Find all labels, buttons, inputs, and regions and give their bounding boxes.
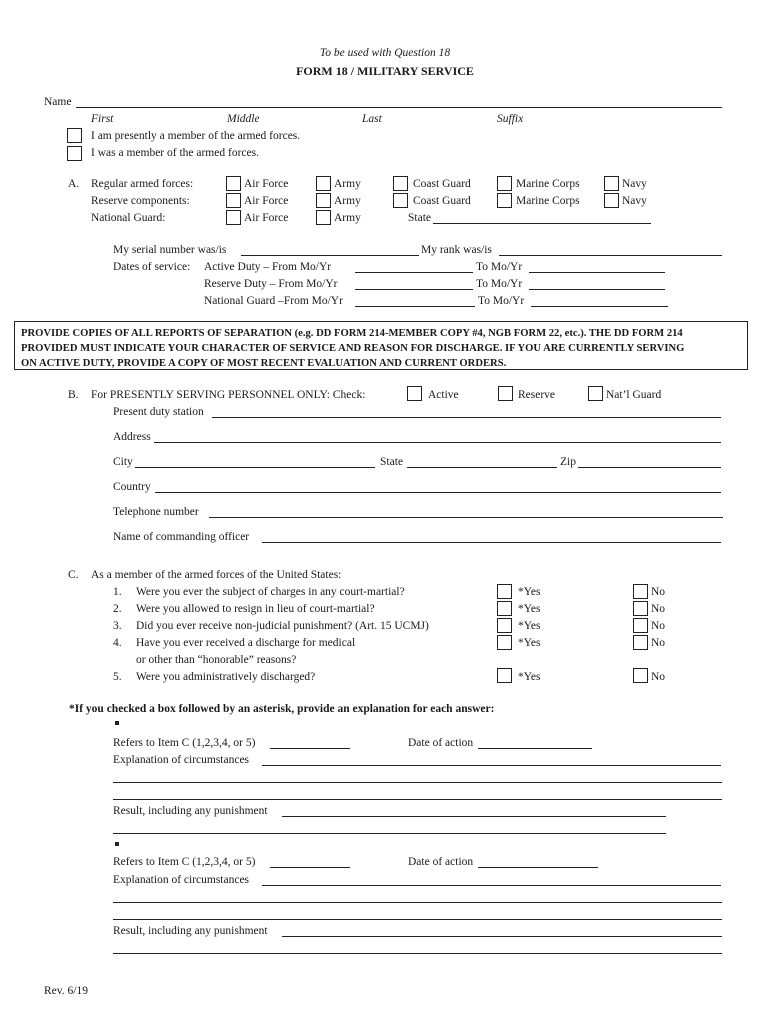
bullet-1 [115,721,119,725]
reserve-to-label: To Mo/Yr [476,278,523,290]
regular-coastguard-checkbox[interactable] [393,176,408,191]
circumstances-label-2: Explanation of circumstances [113,874,250,886]
natl-guard-label: Nat’l Guard [606,389,662,401]
section-b-heading: For PRESENTLY SERVING PERSONNEL ONLY: Check: [91,389,366,401]
reserve-airforce-label: Air Force [244,195,289,207]
question-5-text: Were you administratively discharged? [136,671,316,683]
q3-yes-checkbox[interactable] [497,618,512,633]
present-member-checkbox[interactable] [67,128,82,143]
state-label: State [380,456,403,468]
q2-no-label: No [651,603,666,615]
question-2-text: Were you allowed to resign in lieu of court-martial? [136,603,375,615]
active-to-field[interactable] [529,272,665,273]
regular-army-checkbox[interactable] [316,176,331,191]
date-field-1[interactable] [478,748,592,749]
reserve-from-field[interactable] [355,289,473,290]
regular-airforce-checkbox[interactable] [226,176,241,191]
section-c-heading: As a member of the armed forces of the United States: [91,569,342,581]
question-4-text-cont: or other than “honorable” reasons? [136,654,297,666]
refers-label-2: Refers to Item C (1,2,3,4, or 5) [113,856,256,868]
name-label: Name [44,96,72,108]
guard-to-label: To Mo/Yr [478,295,525,307]
address-label: Address [113,431,151,443]
present-member-label: I am presently a member of the armed forces. [91,130,301,142]
q5-no-checkbox[interactable] [633,668,648,683]
q4-no-checkbox[interactable] [633,635,648,650]
zip-field[interactable] [578,467,721,468]
country-label: Country [113,481,151,493]
guard-army-label: Army [334,212,361,224]
question-3-text: Did you ever receive non-judicial punishment? (Art. 15 UCMJ) [136,620,429,632]
question-4-text: Have you ever received a discharge for medical [136,637,356,649]
telephone-field[interactable] [209,517,723,518]
commander-field[interactable] [262,542,721,543]
reserve-navy-checkbox[interactable] [604,193,619,208]
regular-marines-label: Marine Corps [516,178,580,190]
active-checkbox[interactable] [407,386,422,401]
question-5-number: 5. [113,671,122,683]
date-field-2[interactable] [478,867,598,868]
regular-army-label: Army [334,178,361,190]
commander-label: Name of commanding officer [113,531,250,543]
result-label-1: Result, including any punishment [113,805,268,817]
question-3-number: 3. [113,620,122,632]
regular-navy-checkbox[interactable] [604,176,619,191]
circumstances-field-1[interactable] [262,765,721,766]
city-label: City [113,456,133,468]
reserve-navy-label: Navy [622,195,647,207]
circumstances-line-1c[interactable] [113,799,722,800]
reserve-label: Reserve components: [91,195,190,207]
reserve-coastguard-label: Coast Guard [413,195,471,207]
name-field[interactable] [76,107,722,108]
result-field-1[interactable] [282,816,666,817]
guard-airforce-label: Air Force [244,212,289,224]
result-field-2[interactable] [282,936,722,937]
q2-yes-checkbox[interactable] [497,601,512,616]
city-field[interactable] [135,467,375,468]
form-title: FORM 18 / MILITARY SERVICE [296,64,474,78]
regular-coastguard-label: Coast Guard [413,178,471,190]
circumstances-line-2c[interactable] [113,919,722,920]
q4-yes-label: *Yes [518,637,541,649]
q4-yes-checkbox[interactable] [497,635,512,650]
q1-yes-label: *Yes [518,586,541,598]
active-to-label: To Mo/Yr [476,261,523,273]
guard-state-field[interactable] [433,223,651,224]
q3-yes-label: *Yes [518,620,541,632]
serial-field[interactable] [241,255,419,256]
reserve-coastguard-checkbox[interactable] [393,193,408,208]
zip-label: Zip [560,456,576,468]
date-label-2: Date of action [408,856,474,868]
dates-label: Dates of service: [113,261,191,273]
q3-no-label: No [651,620,666,632]
section-a-letter: A. [68,178,80,190]
state-field[interactable] [407,467,557,468]
explanation-instruction: *If you checked a box followed by an asterisk, provide an explanation for each answer: [69,703,495,715]
result-label-2: Result, including any punishment [113,925,268,937]
q2-no-checkbox[interactable] [633,601,648,616]
question-4-number: 4. [113,637,122,649]
active-from-field[interactable] [355,272,473,273]
middle-caption: Middle [227,113,260,125]
guard-duty-label: National Guard –From Mo/Yr [204,295,343,307]
bullet-2 [115,842,119,846]
reserve-army-checkbox[interactable] [316,193,331,208]
revision-label: Rev. 6/19 [44,985,88,997]
reserve-marines-checkbox[interactable] [497,193,512,208]
address-field[interactable] [154,442,721,443]
q1-no-checkbox[interactable] [633,584,648,599]
guard-airforce-checkbox[interactable] [226,210,241,225]
regular-navy-label: Navy [622,178,647,190]
guard-label: National Guard: [91,212,166,224]
separation-notice [14,321,748,370]
reserve-duty-label: Reserve Duty – From Mo/Yr [204,278,338,290]
guard-from-field[interactable] [355,306,475,307]
q1-yes-checkbox[interactable] [497,584,512,599]
question-1-text: Were you ever the subject of charges in any court-martial? [136,586,405,598]
rank-field[interactable] [499,255,722,256]
q3-no-checkbox[interactable] [633,618,648,633]
notice-line-2: PROVIDED MUST INDICATE YOUR CHARACTER OF SERVICE AND REASON FOR DISCHARGE. IF YOU ARE CURRENTLY SERVING [21,343,685,354]
last-caption: Last [362,113,382,125]
reserve-label-b: Reserve [518,389,556,401]
q4-no-label: No [651,637,666,649]
circumstances-field-2[interactable] [262,885,721,886]
regular-marines-checkbox[interactable] [497,176,512,191]
circumstances-label-1: Explanation of circumstances [113,754,250,766]
past-member-label: I was a member of the armed forces. [91,147,259,159]
notice-line-3: ON ACTIVE DUTY, PROVIDE A COPY OF MOST RECENT EVALUATION AND CURRENT ORDERS. [21,358,507,369]
question-1-number: 1. [113,586,122,598]
result-line-1b[interactable] [113,833,666,834]
form-subtitle: To be used with Question 18 [319,47,451,59]
rank-label: My rank was/is [421,244,492,256]
guard-to-field[interactable] [531,306,668,307]
telephone-label: Telephone number [113,506,199,518]
refers-label-1: Refers to Item C (1,2,3,4, or 5) [113,737,256,749]
reserve-airforce-checkbox[interactable] [226,193,241,208]
q5-no-label: No [651,671,666,683]
refers-field-2[interactable] [270,867,350,868]
duty-station-label: Present duty station [113,406,204,418]
reserve-marines-label: Marine Corps [516,195,580,207]
first-caption: First [91,113,114,125]
guard-state-label: State [408,212,431,224]
active-duty-label: Active Duty – From Mo/Yr [204,261,332,273]
circumstances-line-2b[interactable] [113,902,722,903]
reserve-checkbox[interactable] [498,386,513,401]
q1-no-label: No [651,586,666,598]
refers-field-1[interactable] [270,748,350,749]
duty-station-field[interactable] [212,417,721,418]
circumstances-line-1b[interactable] [113,782,722,783]
q5-yes-checkbox[interactable] [497,668,512,683]
regular-airforce-label: Air Force [244,178,289,190]
reserve-army-label: Army [334,195,361,207]
question-2-number: 2. [113,603,122,615]
suffix-caption: Suffix [497,113,524,125]
guard-army-checkbox[interactable] [316,210,331,225]
result-line-2b[interactable] [113,953,722,954]
regular-label: Regular armed forces: [91,178,194,190]
section-b-letter: B. [68,389,79,401]
active-label: Active [428,389,459,401]
section-c-letter: C. [68,569,79,581]
country-field[interactable] [155,492,721,493]
notice-line-1: PROVIDE COPIES OF ALL REPORTS OF SEPARATION (e.g. DD FORM 214-MEMBER COPY #4, NGB FORM 22, etc.). THE DD FORM 214 [21,328,683,339]
reserve-to-field[interactable] [529,289,665,290]
q5-yes-label: *Yes [518,671,541,683]
date-label-1: Date of action [408,737,474,749]
q2-yes-label: *Yes [518,603,541,615]
serial-label: My serial number was/is [113,244,227,256]
past-member-checkbox[interactable] [67,146,82,161]
natl-guard-checkbox[interactable] [588,386,603,401]
